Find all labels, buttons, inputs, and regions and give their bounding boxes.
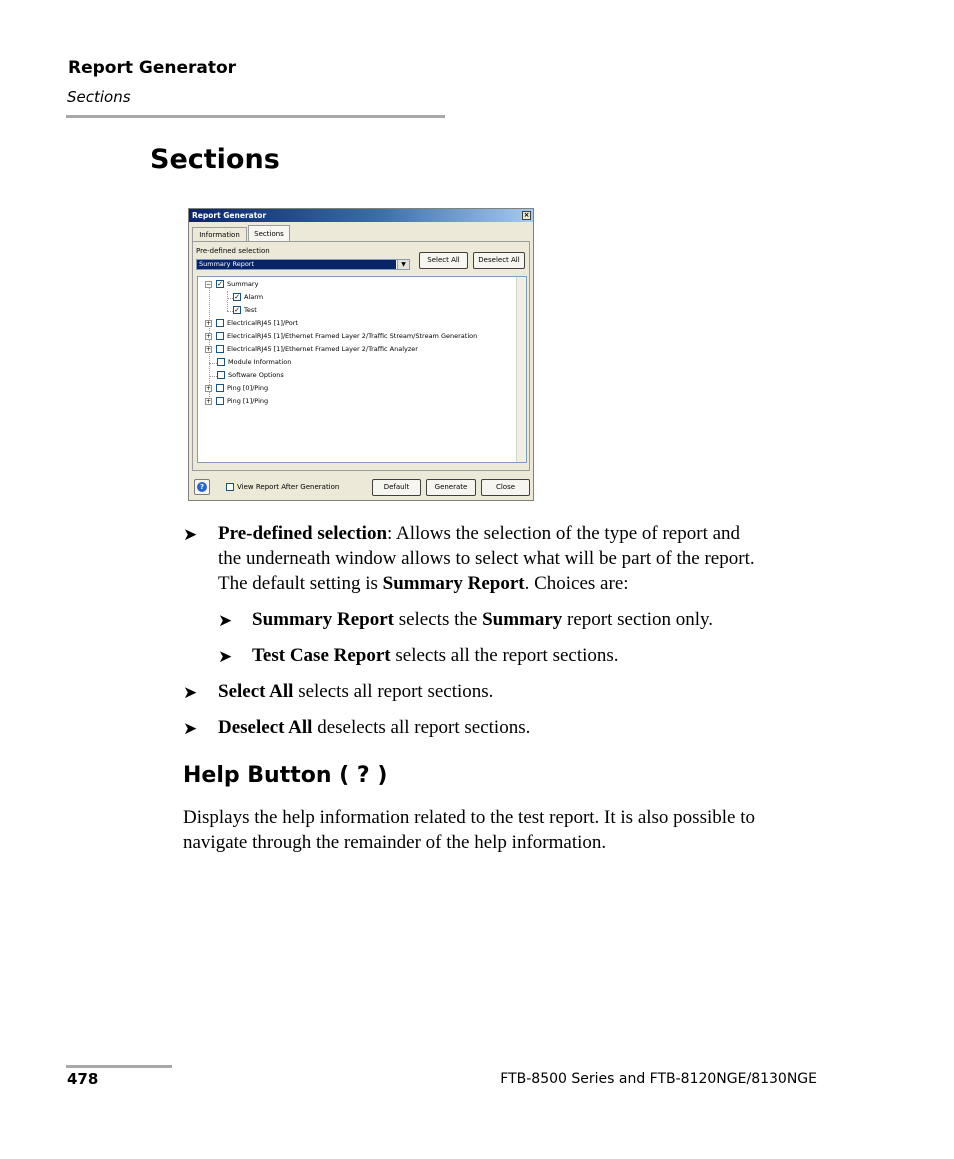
bullet-term: Summary Report xyxy=(252,609,394,630)
document-title: FTB-8500 Series and FTB-8120NGE/8130NGE xyxy=(500,1071,817,1087)
bullet-term: Select All xyxy=(218,681,294,702)
bullet-summary-report xyxy=(252,607,713,632)
tree-item-traffic-analyzer[interactable] xyxy=(205,344,418,355)
checkbox-checked-icon[interactable]: ✓ xyxy=(217,280,223,288)
bullet-test-case-report xyxy=(252,643,619,668)
tree-connector xyxy=(227,291,228,311)
tree-connector xyxy=(209,363,217,364)
checkbox-icon[interactable] xyxy=(216,384,224,392)
tree-item-label: Module Information xyxy=(228,358,292,366)
tree-item-label: ElectricalRJ45 [1]/Ethernet Framed Layer 2/Traffic Stream/Stream Generation xyxy=(227,332,478,340)
expand-icon[interactable]: + xyxy=(206,319,212,327)
help-paragraph-line2: navigate through the remainder of the help information. xyxy=(183,832,607,853)
checkbox-icon[interactable] xyxy=(216,332,224,340)
bullet-text: selects all the report sections. xyxy=(390,645,619,666)
tree-item-alarm[interactable] xyxy=(233,292,263,303)
close-icon[interactable]: × xyxy=(523,211,530,219)
dialog-title: Report Generator xyxy=(192,211,267,220)
help-icon: ? xyxy=(197,482,207,492)
bullet-text: selects all report sections. xyxy=(293,681,494,702)
tree-item-label: Ping [1]/Ping xyxy=(227,397,269,405)
bullet-marker-icon: ➤ xyxy=(218,611,233,630)
tree-item-label: ElectricalRJ45 [1]/Port xyxy=(227,319,298,327)
tree-item-label: Ping [0]/Ping xyxy=(227,384,269,392)
tree-item-label: ElectricalRJ45 [1]/Ethernet Framed Layer 2/Traffic Analyzer xyxy=(227,345,418,353)
collapse-icon[interactable]: − xyxy=(206,280,212,288)
header-rule xyxy=(66,115,445,118)
tree-item-stream-generation[interactable] xyxy=(205,331,477,342)
page-title: Sections xyxy=(150,144,280,175)
view-report-after-generation-checkbox[interactable] xyxy=(226,483,339,491)
tree-scrollbar[interactable] xyxy=(516,277,526,462)
expand-icon[interactable]: + xyxy=(206,332,212,340)
sections-tree xyxy=(197,276,527,463)
bullet-marker-icon: ➤ xyxy=(183,683,198,702)
bullet-predefined-line3 xyxy=(218,571,629,596)
tree-item-label: Test xyxy=(244,306,257,314)
checkbox-icon[interactable] xyxy=(216,345,224,353)
bullet-term: Test Case Report xyxy=(252,645,391,666)
bullet-predefined-line1 xyxy=(218,521,740,546)
expand-icon[interactable]: + xyxy=(206,397,212,405)
tree-item-module-information[interactable] xyxy=(217,357,291,368)
tree-connector xyxy=(209,376,217,377)
checkbox-icon[interactable] xyxy=(217,371,225,379)
bullet-marker-icon: ➤ xyxy=(183,525,198,544)
bullet-text: report section only. xyxy=(562,609,714,630)
predefined-selection-dropdown[interactable] xyxy=(196,259,410,270)
running-header-title: Report Generator xyxy=(68,58,237,78)
bullet-term: Summary Report xyxy=(382,573,525,594)
checkbox-checked-icon[interactable]: ✓ xyxy=(234,306,240,314)
bullet-select-all xyxy=(218,679,493,704)
tree-item-ping-1[interactable] xyxy=(205,396,268,407)
bullet-text: . Choices are: xyxy=(524,573,629,594)
tree-item-software-options[interactable] xyxy=(217,370,284,381)
bullet-text: : Allows the selection of the type of report and xyxy=(387,523,741,544)
bullet-term: Summary xyxy=(482,609,563,630)
tree-item-label: Alarm xyxy=(244,293,264,301)
tree-item-port[interactable] xyxy=(205,318,298,329)
bullet-term: Pre-defined selection xyxy=(218,523,388,544)
checkbox-icon[interactable] xyxy=(216,319,224,327)
tree-item-label: Summary xyxy=(227,280,259,288)
select-all-button[interactable]: Select All xyxy=(419,252,468,269)
checkbox-icon[interactable] xyxy=(226,483,234,491)
checkbox-checked-icon[interactable]: ✓ xyxy=(234,293,240,301)
tree-item-summary[interactable] xyxy=(205,279,258,290)
predefined-selection-label: Pre-defined selection xyxy=(196,247,270,255)
tree-item-test[interactable] xyxy=(233,305,257,316)
help-button[interactable] xyxy=(194,479,210,495)
tab-information[interactable]: Information xyxy=(192,227,247,241)
default-button[interactable]: Default xyxy=(372,479,421,496)
bullet-deselect-all xyxy=(218,715,530,740)
report-generator-dialog xyxy=(188,208,534,501)
chevron-down-icon[interactable]: ▼ xyxy=(397,260,409,269)
bullet-text: selects the xyxy=(393,609,483,630)
footer-rule xyxy=(66,1065,172,1068)
deselect-all-button[interactable]: Deselect All xyxy=(473,252,525,269)
checkbox-icon[interactable] xyxy=(216,397,224,405)
view-report-after-generation-label: View Report After Generation xyxy=(237,483,340,491)
bullet-marker-icon: ➤ xyxy=(218,647,233,666)
tree-item-ping-0[interactable] xyxy=(205,383,268,394)
generate-button[interactable]: Generate xyxy=(426,479,476,496)
dialog-footer xyxy=(189,474,533,500)
running-header-section: Sections xyxy=(67,88,131,106)
checkbox-icon[interactable] xyxy=(217,358,225,366)
tree-item-label: Software Options xyxy=(228,371,284,379)
close-button[interactable]: Close xyxy=(481,479,530,496)
predefined-selection-value: Summary Report xyxy=(197,260,396,269)
expand-icon[interactable]: + xyxy=(206,384,212,392)
bullet-term: Deselect All xyxy=(218,717,313,738)
help-paragraph-line1: Displays the help information related to the test report. It is also possible to xyxy=(183,807,755,828)
tab-sections[interactable]: Sections xyxy=(248,225,290,241)
bullet-text: The default setting is xyxy=(218,573,383,594)
page-number: 478 xyxy=(67,1070,99,1088)
bullet-text: deselects all report sections. xyxy=(312,717,531,738)
help-button-heading: Help Button ( ? ) xyxy=(183,763,388,788)
bullet-predefined-line2: the underneath window allows to select what will be part of the report. xyxy=(218,548,755,569)
bullet-marker-icon: ➤ xyxy=(183,719,198,738)
dialog-titlebar xyxy=(189,209,533,222)
expand-icon[interactable]: + xyxy=(206,345,212,353)
